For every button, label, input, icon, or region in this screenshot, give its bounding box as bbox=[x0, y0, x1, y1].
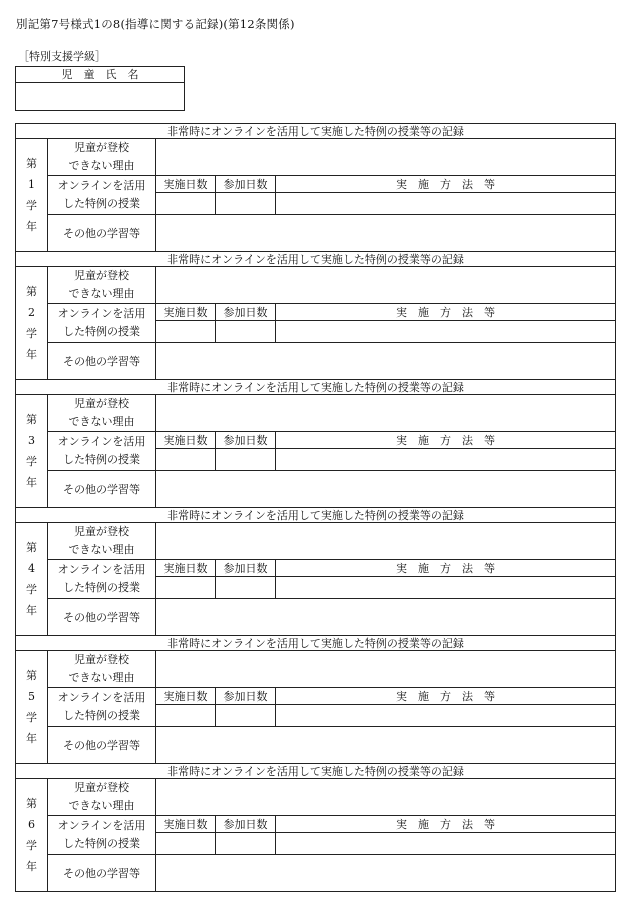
method-field[interactable] bbox=[276, 577, 616, 599]
reason-label bbox=[48, 523, 156, 560]
reason-field[interactable] bbox=[156, 139, 616, 176]
days-attended-header: 参加日数 bbox=[216, 688, 276, 705]
student-name-label: 児 童 氏 名 bbox=[16, 67, 184, 83]
days-conducted-field[interactable] bbox=[156, 705, 216, 727]
other-study-field[interactable] bbox=[156, 471, 616, 508]
year-char: 学 bbox=[26, 455, 37, 468]
reason-label-line2: できない理由 bbox=[68, 799, 135, 812]
other-study-label: その他の学習等 bbox=[48, 215, 156, 252]
other-study-label: その他の学習等 bbox=[48, 343, 156, 380]
method-header: 実 施 方 法 等 bbox=[276, 176, 616, 193]
other-study-label: その他の学習等 bbox=[48, 727, 156, 764]
year-label bbox=[16, 523, 48, 636]
days-attended-field[interactable] bbox=[216, 705, 276, 727]
online-label-line1: オンラインを活用 bbox=[57, 307, 146, 320]
records-table bbox=[15, 123, 616, 892]
reason-label bbox=[48, 139, 156, 176]
reason-label-line1: 児童が登校 bbox=[74, 141, 129, 154]
reason-label-line2: できない理由 bbox=[68, 671, 135, 684]
method-header: 実 施 方 法 等 bbox=[276, 688, 616, 705]
days-conducted-header: 実施日数 bbox=[156, 304, 216, 321]
reason-label bbox=[48, 651, 156, 688]
year-char: 学 bbox=[26, 327, 37, 340]
method-field[interactable] bbox=[276, 705, 616, 727]
online-label-line1: オンラインを活用 bbox=[57, 435, 146, 448]
reason-field[interactable] bbox=[156, 779, 616, 816]
section-title: 非常時にオンラインを活用して実施した特例の授業等の記録 bbox=[16, 380, 616, 395]
days-conducted-header: 実施日数 bbox=[156, 560, 216, 577]
year-char: 5 bbox=[28, 690, 35, 703]
online-label-line2: した特例の授業 bbox=[63, 197, 140, 210]
online-label-line2: した特例の授業 bbox=[63, 453, 140, 466]
year-label bbox=[16, 267, 48, 380]
section-title: 非常時にオンラインを活用して実施した特例の授業等の記録 bbox=[16, 124, 616, 139]
section-title: 非常時にオンラインを活用して実施した特例の授業等の記録 bbox=[16, 508, 616, 523]
days-conducted-header: 実施日数 bbox=[156, 432, 216, 449]
section-title: 非常時にオンラインを活用して実施した特例の授業等の記録 bbox=[16, 252, 616, 267]
other-study-label: その他の学習等 bbox=[48, 855, 156, 892]
reason-label-line2: できない理由 bbox=[68, 543, 135, 556]
other-study-field[interactable] bbox=[156, 215, 616, 252]
reason-label-line1: 児童が登校 bbox=[74, 525, 129, 538]
method-field[interactable] bbox=[276, 321, 616, 343]
year-char: 1 bbox=[28, 178, 35, 191]
days-attended-header: 参加日数 bbox=[216, 176, 276, 193]
reason-label bbox=[48, 779, 156, 816]
days-attended-header: 参加日数 bbox=[216, 432, 276, 449]
year-char: 年 bbox=[26, 348, 37, 361]
year-char: 2 bbox=[28, 306, 35, 319]
year-char: 4 bbox=[28, 562, 35, 575]
other-study-label: その他の学習等 bbox=[48, 471, 156, 508]
year-label bbox=[16, 395, 48, 508]
reason-field[interactable] bbox=[156, 267, 616, 304]
records-area bbox=[15, 123, 615, 892]
year-label bbox=[16, 779, 48, 892]
days-conducted-field[interactable] bbox=[156, 321, 216, 343]
online-label-line2: した特例の授業 bbox=[63, 709, 140, 722]
year-label bbox=[16, 651, 48, 764]
method-header: 実 施 方 法 等 bbox=[276, 304, 616, 321]
year-char: 6 bbox=[28, 818, 35, 831]
days-conducted-header: 実施日数 bbox=[156, 176, 216, 193]
online-class-label bbox=[48, 560, 156, 599]
online-class-label bbox=[48, 432, 156, 471]
other-study-field[interactable] bbox=[156, 727, 616, 764]
reason-label-line2: できない理由 bbox=[68, 159, 135, 172]
reason-field[interactable] bbox=[156, 651, 616, 688]
class-label: ［特別支援学級］ bbox=[18, 50, 106, 63]
year-char: 第 bbox=[26, 157, 37, 170]
student-name-field[interactable] bbox=[16, 83, 184, 112]
online-label-line1: オンラインを活用 bbox=[57, 819, 146, 832]
online-label-line1: オンラインを活用 bbox=[57, 563, 146, 576]
year-char: 第 bbox=[26, 541, 37, 554]
reason-label-line2: できない理由 bbox=[68, 415, 135, 428]
year-char: 第 bbox=[26, 669, 37, 682]
method-field[interactable] bbox=[276, 449, 616, 471]
section-title: 非常時にオンラインを活用して実施した特例の授業等の記録 bbox=[16, 764, 616, 779]
days-conducted-field[interactable] bbox=[156, 833, 216, 855]
days-attended-field[interactable] bbox=[216, 193, 276, 215]
days-conducted-header: 実施日数 bbox=[156, 688, 216, 705]
reason-label bbox=[48, 395, 156, 432]
other-study-field[interactable] bbox=[156, 855, 616, 892]
year-char: 年 bbox=[26, 220, 37, 233]
year-char: 学 bbox=[26, 199, 37, 212]
student-name-box bbox=[15, 66, 185, 111]
other-study-field[interactable] bbox=[156, 343, 616, 380]
year-char: 年 bbox=[26, 732, 37, 745]
method-field[interactable] bbox=[276, 833, 616, 855]
other-study-field[interactable] bbox=[156, 599, 616, 636]
year-char: 第 bbox=[26, 797, 37, 810]
online-label-line1: オンラインを活用 bbox=[57, 691, 146, 704]
year-char: 第 bbox=[26, 285, 37, 298]
days-attended-field[interactable] bbox=[216, 321, 276, 343]
online-label-line1: オンラインを活用 bbox=[57, 179, 146, 192]
year-char: 年 bbox=[26, 604, 37, 617]
reason-field[interactable] bbox=[156, 523, 616, 560]
days-attended-field[interactable] bbox=[216, 833, 276, 855]
year-char: 学 bbox=[26, 839, 37, 852]
reason-label-line1: 児童が登校 bbox=[74, 781, 129, 794]
days-attended-field[interactable] bbox=[216, 577, 276, 599]
method-header: 実 施 方 法 等 bbox=[276, 560, 616, 577]
days-conducted-header: 実施日数 bbox=[156, 816, 216, 833]
online-label-line2: した特例の授業 bbox=[63, 837, 140, 850]
form-title: 別記第7号様式1の8(指導に関する記録)(第12条関係) bbox=[16, 17, 295, 31]
year-char: 第 bbox=[26, 413, 37, 426]
method-header: 実 施 方 法 等 bbox=[276, 816, 616, 833]
reason-field[interactable] bbox=[156, 395, 616, 432]
year-char: 年 bbox=[26, 860, 37, 873]
online-class-label bbox=[48, 688, 156, 727]
reason-label-line1: 児童が登校 bbox=[74, 397, 129, 410]
year-char: 3 bbox=[28, 434, 35, 447]
year-char: 学 bbox=[26, 583, 37, 596]
online-class-label bbox=[48, 816, 156, 855]
reason-label-line1: 児童が登校 bbox=[74, 269, 129, 282]
days-attended-field[interactable] bbox=[216, 449, 276, 471]
days-conducted-field[interactable] bbox=[156, 449, 216, 471]
year-label bbox=[16, 139, 48, 252]
days-conducted-field[interactable] bbox=[156, 193, 216, 215]
reason-label bbox=[48, 267, 156, 304]
days-attended-header: 参加日数 bbox=[216, 560, 276, 577]
section-title: 非常時にオンラインを活用して実施した特例の授業等の記録 bbox=[16, 636, 616, 651]
online-label-line2: した特例の授業 bbox=[63, 581, 140, 594]
days-conducted-field[interactable] bbox=[156, 577, 216, 599]
online-class-label bbox=[48, 304, 156, 343]
days-attended-header: 参加日数 bbox=[216, 304, 276, 321]
reason-label-line1: 児童が登校 bbox=[74, 653, 129, 666]
reason-label-line2: できない理由 bbox=[68, 287, 135, 300]
online-label-line2: した特例の授業 bbox=[63, 325, 140, 338]
days-attended-header: 参加日数 bbox=[216, 816, 276, 833]
year-char: 年 bbox=[26, 476, 37, 489]
online-class-label bbox=[48, 176, 156, 215]
other-study-label: その他の学習等 bbox=[48, 599, 156, 636]
method-header: 実 施 方 法 等 bbox=[276, 432, 616, 449]
year-char: 学 bbox=[26, 711, 37, 724]
method-field[interactable] bbox=[276, 193, 616, 215]
